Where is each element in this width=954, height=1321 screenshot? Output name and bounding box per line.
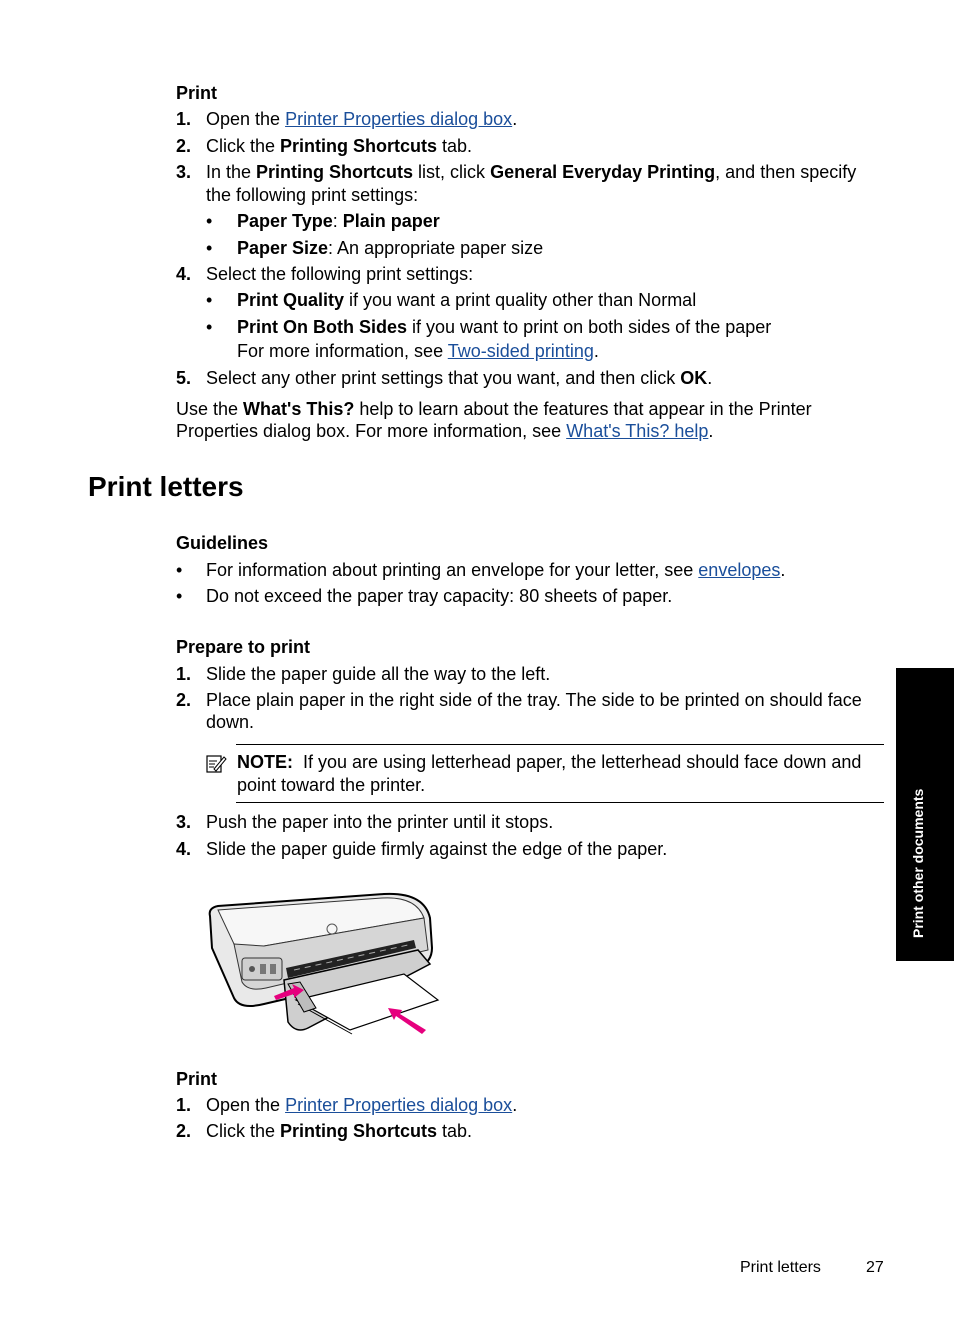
bullet-plain: : An appropriate paper size — [328, 238, 544, 258]
guidelines-heading: Guidelines — [176, 533, 269, 553]
bullet: • — [176, 560, 183, 580]
bullet-bold: Paper Size — [237, 238, 329, 258]
bullet: • — [176, 586, 183, 606]
step-number: 2. — [176, 1121, 192, 1141]
step-text: Slide the paper guide firmly against the edge of the paper. — [206, 839, 668, 859]
step-text-bold: Printing Shortcuts — [256, 162, 414, 182]
bullet-plain: if you want to print on both sides of the paper — [407, 317, 772, 337]
note-top-rule — [236, 744, 884, 745]
step-text-pre: Click the — [206, 136, 281, 156]
step-text: Slide the paper guide all the way to the left. — [206, 664, 551, 684]
step-text — [206, 161, 856, 184]
step-text-post: . — [512, 1095, 518, 1115]
bullet: • — [206, 317, 213, 337]
step-text-pre: In the — [206, 162, 257, 182]
step-text — [206, 1120, 472, 1143]
step-number: 1. — [176, 1095, 192, 1115]
note-label: NOTE: — [237, 752, 293, 772]
note-text — [237, 751, 861, 774]
help-paragraph — [176, 398, 812, 421]
step-text — [206, 367, 712, 390]
step-number: 3. — [176, 162, 192, 182]
bullet: • — [206, 238, 213, 258]
step-text — [206, 135, 472, 158]
guideline-pre: For information about printing an envelope for your letter, see — [206, 560, 699, 580]
bullet-text — [237, 289, 696, 312]
page-title: Print letters — [88, 471, 244, 502]
note-bottom-rule — [236, 802, 884, 803]
printer-properties-link[interactable]: Printer Properties dialog box — [285, 109, 513, 129]
step-text-bold: Printing Shortcuts — [280, 1121, 438, 1141]
note-text-line2: point toward the printer. — [237, 775, 426, 795]
prepare-heading: Prepare to print — [176, 637, 311, 657]
bullet-bold: Print Quality — [237, 290, 345, 310]
step-number: 5. — [176, 368, 192, 388]
bullet: • — [206, 290, 213, 310]
more-info-post: . — [593, 341, 599, 361]
step-text-pre: Open the — [206, 1095, 286, 1115]
step-text: Select the following print settings: — [206, 264, 474, 284]
note-icon — [205, 753, 227, 775]
para-bold: What's This? — [243, 399, 355, 419]
step-number: 1. — [176, 664, 192, 684]
printer-properties-link-2[interactable]: Printer Properties dialog box — [285, 1095, 513, 1115]
step-text-pre: Click the — [206, 1121, 281, 1141]
bullet-text — [237, 210, 440, 233]
step-text — [206, 1094, 517, 1117]
step-number: 3. — [176, 812, 192, 832]
help-paragraph-line2 — [176, 420, 713, 443]
step-text-pre: Select any other print settings that you want, and then click — [206, 368, 681, 388]
step-text-bold: General Everyday Printing — [490, 162, 716, 182]
guideline-text: Do not exceed the paper tray capacity: 80 sheets of paper. — [206, 586, 673, 606]
step-text — [206, 108, 517, 131]
bullet-bold: Print On Both Sides — [237, 317, 408, 337]
envelopes-link[interactable]: envelopes — [698, 560, 781, 580]
step-text-line2: down. — [206, 712, 255, 732]
step-text-post: . — [512, 109, 518, 129]
para-line2-pre: Properties dialog box. For more information, see — [176, 421, 567, 441]
step-text-pre: Open the — [206, 109, 286, 129]
bullet: • — [206, 211, 213, 231]
bullet-bold: Plain paper — [342, 211, 440, 231]
step-text-post: tab. — [437, 1121, 473, 1141]
step-number: 2. — [176, 136, 192, 156]
bullet-plain: if you want a print quality other than Normal — [344, 290, 697, 310]
step-text-mid: list, click — [413, 162, 491, 182]
step-number: 4. — [176, 839, 192, 859]
bullet-more-info — [237, 340, 599, 363]
guideline-post: . — [780, 560, 786, 580]
whats-this-help-link[interactable]: What's This? help — [566, 421, 709, 441]
para-post: help to learn about the features that appear in the Printer — [354, 399, 812, 419]
step-number: 4. — [176, 264, 192, 284]
bullet-text — [237, 316, 771, 339]
section-heading-print: Print — [176, 83, 218, 103]
step-text-bold: OK — [680, 368, 708, 388]
footer-page-number: 27 — [866, 1259, 884, 1276]
footer-section-name: Print letters — [740, 1259, 821, 1276]
step-text-post: tab. — [437, 136, 473, 156]
note-body: If you are using letterhead paper, the letterhead should face down and — [293, 752, 862, 772]
step-number: 2. — [176, 690, 192, 710]
step-text-line2: the following print settings: — [206, 185, 419, 205]
bullet-sep: : — [332, 211, 343, 231]
para-line2-post: . — [708, 421, 714, 441]
chapter-side-tab-label: Print other documents — [910, 788, 926, 938]
para-pre: Use the — [176, 399, 244, 419]
printer-illustration — [204, 888, 440, 1036]
chapter-side-tab — [896, 668, 954, 961]
more-info-pre: For more information, see — [237, 341, 448, 361]
step-text-post: . — [707, 368, 713, 388]
step-text-bold: Printing Shortcuts — [280, 136, 438, 156]
bullet-text — [237, 237, 543, 260]
section-heading-print-2: Print — [176, 1069, 218, 1089]
step-text: Place plain paper in the right side of the tray. The side to be printed on should face — [206, 690, 862, 710]
bullet-bold: Paper Type — [237, 211, 333, 231]
step-number: 1. — [176, 109, 192, 129]
step-text-post: , and then specify — [715, 162, 857, 182]
guideline-text — [206, 559, 785, 582]
step-text: Push the paper into the printer until it stops. — [206, 812, 554, 832]
two-sided-printing-link[interactable]: Two-sided printing — [447, 341, 594, 361]
